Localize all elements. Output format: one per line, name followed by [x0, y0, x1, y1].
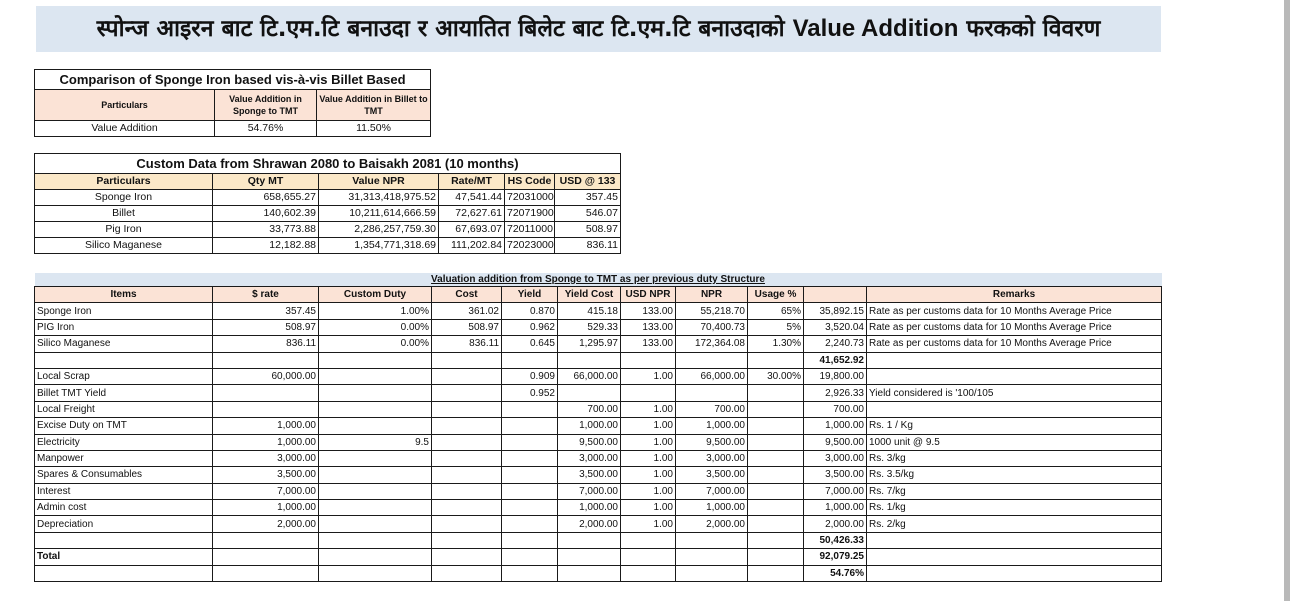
- table-row: [35, 190, 621, 206]
- cell: [502, 516, 558, 532]
- custom-data-table: [34, 153, 621, 254]
- cell: [502, 450, 558, 466]
- cell: 357.45: [213, 303, 319, 319]
- cell: [319, 385, 432, 401]
- col-header: NPR: [676, 287, 748, 303]
- title-english: Value Addition: [792, 15, 959, 42]
- cell: 72,627.61: [439, 206, 505, 222]
- cell: 111,202.84: [439, 238, 505, 254]
- col-header: Yield: [502, 287, 558, 303]
- col-header: HS Code: [505, 174, 555, 190]
- cell: 140,602.39: [213, 206, 319, 222]
- cell: Rs. 7/kg: [867, 483, 1162, 499]
- cell: [432, 549, 502, 565]
- cell: [867, 532, 1162, 548]
- cell: Rs. 3/kg: [867, 450, 1162, 466]
- cell: [502, 565, 558, 581]
- cell: [502, 532, 558, 548]
- cell: 72071900: [505, 206, 555, 222]
- cell: Admin cost: [35, 500, 213, 516]
- cell: Sponge Iron: [35, 190, 213, 206]
- table-row: [35, 401, 1162, 417]
- cell: [319, 368, 432, 384]
- cell: 72023000: [505, 238, 555, 254]
- cell: 54.76%: [215, 121, 317, 137]
- cell: [558, 352, 621, 368]
- cell: 700.00: [676, 401, 748, 417]
- cell: 2,000.00: [804, 516, 867, 532]
- cell: 30.00%: [748, 368, 804, 384]
- cell: Rate as per customs data for 10 Months Average Price: [867, 303, 1162, 319]
- table-row: [35, 565, 1162, 581]
- custom-body: [35, 190, 621, 254]
- table-row: [35, 368, 1162, 384]
- cell: [319, 500, 432, 516]
- cell: 47,541.44: [439, 190, 505, 206]
- cell: [502, 549, 558, 565]
- col-header: Value NPR: [319, 174, 439, 190]
- col-header: Rate/MT: [439, 174, 505, 190]
- cell: 1.00: [621, 500, 676, 516]
- cell: [748, 483, 804, 499]
- cell: 546.07: [555, 206, 621, 222]
- cell: 19,800.00: [804, 368, 867, 384]
- cell: 0.962: [502, 319, 558, 335]
- col-header: [804, 287, 867, 303]
- cell: 357.45: [555, 190, 621, 206]
- cell: 5%: [748, 319, 804, 335]
- cell: 3,000.00: [676, 450, 748, 466]
- cell: Rs. 1/kg: [867, 500, 1162, 516]
- cell: 0.645: [502, 336, 558, 352]
- cell: Yield considered is '100/105: [867, 385, 1162, 401]
- cell: Rs. 2/kg: [867, 516, 1162, 532]
- cell: 172,364.08: [676, 336, 748, 352]
- cell: [432, 368, 502, 384]
- cell: Electricity: [35, 434, 213, 450]
- cell: 9,500.00: [804, 434, 867, 450]
- cell: 529.33: [558, 319, 621, 335]
- cell: [213, 385, 319, 401]
- cell: [319, 549, 432, 565]
- cell: [502, 483, 558, 499]
- cell: 2,000.00: [558, 516, 621, 532]
- comparison-title: Comparison of Sponge Iron based vis-à-vis Billet Based: [35, 70, 431, 90]
- cell: 1,000.00: [213, 434, 319, 450]
- table-row: [35, 238, 621, 254]
- cell: [432, 418, 502, 434]
- cell: 700.00: [804, 401, 867, 417]
- table-row: [35, 549, 1162, 565]
- cell: [867, 565, 1162, 581]
- cell: Rs. 1 / Kg: [867, 418, 1162, 434]
- table-row: [35, 222, 621, 238]
- cell: [213, 532, 319, 548]
- cell: 133.00: [621, 319, 676, 335]
- cell: [319, 565, 432, 581]
- cell: [748, 500, 804, 516]
- cell: [319, 516, 432, 532]
- page-title: [36, 6, 1161, 52]
- cell: Interest: [35, 483, 213, 499]
- cell: 2,000.00: [213, 516, 319, 532]
- title-nepali-suffix: फरकको विवरण: [966, 16, 1101, 42]
- cell: [867, 401, 1162, 417]
- table-row: [35, 121, 431, 137]
- cell: Silico Maganese: [35, 238, 213, 254]
- table-row: [35, 385, 1162, 401]
- cell: [676, 352, 748, 368]
- cell: [748, 385, 804, 401]
- cell: [867, 549, 1162, 565]
- cell: [502, 401, 558, 417]
- cell: [867, 352, 1162, 368]
- cell: 836.11: [432, 336, 502, 352]
- cell: [676, 549, 748, 565]
- custom-header-row: [35, 174, 621, 190]
- cell: [558, 565, 621, 581]
- cell: Manpower: [35, 450, 213, 466]
- cell: [213, 565, 319, 581]
- cell: Silico Maganese: [35, 336, 213, 352]
- cell: [748, 434, 804, 450]
- cell: 9,500.00: [676, 434, 748, 450]
- cell: [748, 516, 804, 532]
- cell: 508.97: [213, 319, 319, 335]
- cell: [676, 565, 748, 581]
- cell: 1000 unit @ 9.5: [867, 434, 1162, 450]
- cell: Rs. 3.5/kg: [867, 467, 1162, 483]
- cell: 1,295.97: [558, 336, 621, 352]
- cell: Total: [35, 549, 213, 565]
- cell: Excise Duty on TMT: [35, 418, 213, 434]
- cell: 1,000.00: [676, 500, 748, 516]
- cell: 1.00: [621, 467, 676, 483]
- cell: 3,500.00: [558, 467, 621, 483]
- cell: [748, 418, 804, 434]
- cell: Local Freight: [35, 401, 213, 417]
- cell: [35, 352, 213, 368]
- cell: [748, 532, 804, 548]
- cell: 92,079.25: [804, 549, 867, 565]
- cell: [621, 549, 676, 565]
- cell: 35,892.15: [804, 303, 867, 319]
- col-header: Value Addition in Billet to TMT: [317, 90, 431, 121]
- cell: 658,655.27: [213, 190, 319, 206]
- cell: 1,000.00: [558, 500, 621, 516]
- valuation-header-row: [35, 287, 1162, 303]
- cell: [319, 467, 432, 483]
- cell: [621, 532, 676, 548]
- cell: Billet: [35, 206, 213, 222]
- cell: [319, 401, 432, 417]
- table-row: [35, 303, 1162, 319]
- cell: Sponge Iron: [35, 303, 213, 319]
- cell: 7,000.00: [804, 483, 867, 499]
- cell: 72011000: [505, 222, 555, 238]
- table-row: [35, 467, 1162, 483]
- table-row: [35, 336, 1162, 352]
- cell: [213, 401, 319, 417]
- cell: [432, 532, 502, 548]
- col-header: Particulars: [35, 174, 213, 190]
- cell: 3,500.00: [213, 467, 319, 483]
- cell: [676, 532, 748, 548]
- cell: 33,773.88: [213, 222, 319, 238]
- cell: Depreciation: [35, 516, 213, 532]
- cell: [748, 401, 804, 417]
- col-header: Remarks: [867, 287, 1162, 303]
- cell: [621, 565, 676, 581]
- cell: 3,520.04: [804, 319, 867, 335]
- cell: 133.00: [621, 336, 676, 352]
- cell: 67,693.07: [439, 222, 505, 238]
- cell: 50,426.33: [804, 532, 867, 548]
- cell: 65%: [748, 303, 804, 319]
- cell: [319, 352, 432, 368]
- cell: 54.76%: [804, 565, 867, 581]
- comparison-header-row: [35, 90, 431, 121]
- cell: [319, 532, 432, 548]
- col-header: Items: [35, 287, 213, 303]
- cell: 10,211,614,666.59: [319, 206, 439, 222]
- cell: [748, 352, 804, 368]
- cell: 0.952: [502, 385, 558, 401]
- table-row: [35, 500, 1162, 516]
- cell: [432, 500, 502, 516]
- cell: 1.30%: [748, 336, 804, 352]
- cell: 72031000: [505, 190, 555, 206]
- cell: 11.50%: [317, 121, 431, 137]
- cell: 1,000.00: [213, 418, 319, 434]
- cell: Spares & Consumables: [35, 467, 213, 483]
- cell: 9.5: [319, 434, 432, 450]
- cell: [502, 418, 558, 434]
- cell: 1.00: [621, 434, 676, 450]
- cell: 1.00: [621, 368, 676, 384]
- cell: [35, 532, 213, 548]
- col-header: $ rate: [213, 287, 319, 303]
- cell: 7,000.00: [558, 483, 621, 499]
- cell: 836.11: [213, 336, 319, 352]
- comparison-table: [34, 69, 431, 137]
- col-header: Yield Cost: [558, 287, 621, 303]
- cell: 415.18: [558, 303, 621, 319]
- cell: 2,240.73: [804, 336, 867, 352]
- table-row: [35, 206, 621, 222]
- cell: 0.870: [502, 303, 558, 319]
- col-header: Particulars: [35, 90, 215, 121]
- cell: 31,313,418,975.52: [319, 190, 439, 206]
- cell: Rate as per customs data for 10 Months Average Price: [867, 336, 1162, 352]
- cell: 41,652.92: [804, 352, 867, 368]
- cell: [432, 434, 502, 450]
- cell: 60,000.00: [213, 368, 319, 384]
- cell: [432, 483, 502, 499]
- cell: Billet TMT Yield: [35, 385, 213, 401]
- cell: PIG Iron: [35, 319, 213, 335]
- cell: 3,000.00: [213, 450, 319, 466]
- table-row: [35, 418, 1162, 434]
- cell: [432, 450, 502, 466]
- cell: 1,000.00: [804, 418, 867, 434]
- cell: [502, 467, 558, 483]
- valuation-table: [34, 273, 1162, 582]
- cell: 1.00: [621, 418, 676, 434]
- cell: [621, 385, 676, 401]
- cell: [319, 450, 432, 466]
- cell: Value Addition: [35, 121, 215, 137]
- page-edge: [1284, 0, 1290, 601]
- cell: [319, 418, 432, 434]
- cell: 1.00: [621, 516, 676, 532]
- col-header: USD NPR: [621, 287, 676, 303]
- cell: [432, 352, 502, 368]
- cell: [502, 434, 558, 450]
- cell: 1.00%: [319, 303, 432, 319]
- cell: [502, 500, 558, 516]
- col-header: Cost: [432, 287, 502, 303]
- cell: 2,926.33: [804, 385, 867, 401]
- cell: [432, 516, 502, 532]
- cell: Rate as per customs data for 10 Months Average Price: [867, 319, 1162, 335]
- cell: 361.02: [432, 303, 502, 319]
- valuation-body: [35, 303, 1162, 582]
- cell: 1.00: [621, 401, 676, 417]
- table-row: [35, 516, 1162, 532]
- col-header: USD @ 133: [555, 174, 621, 190]
- cell: [213, 352, 319, 368]
- cell: [35, 565, 213, 581]
- valuation-title: Valuation addition from Sponge to TMT as per previous duty Structure: [35, 273, 1162, 287]
- cell: [432, 385, 502, 401]
- cell: [558, 532, 621, 548]
- cell: 66,000.00: [676, 368, 748, 384]
- cell: [748, 565, 804, 581]
- cell: 3,500.00: [676, 467, 748, 483]
- table-row: [35, 450, 1162, 466]
- cell: 0.00%: [319, 319, 432, 335]
- col-header: Usage %: [748, 287, 804, 303]
- cell: [748, 467, 804, 483]
- cell: Pig Iron: [35, 222, 213, 238]
- col-header: Value Addition in Sponge to TMT: [215, 90, 317, 121]
- cell: 0.00%: [319, 336, 432, 352]
- table-row: [35, 483, 1162, 499]
- cell: 1,000.00: [804, 500, 867, 516]
- title-nepali: स्पोन्ज आइरन बाट टि.एम.टि बनाउदा र आयातित बिलेट बाट टि.एम.टि बनाउदाको: [96, 16, 785, 42]
- cell: [319, 483, 432, 499]
- cell: 3,000.00: [558, 450, 621, 466]
- cell: 1,000.00: [558, 418, 621, 434]
- cell: 1,000.00: [213, 500, 319, 516]
- cell: [432, 467, 502, 483]
- cell: 700.00: [558, 401, 621, 417]
- cell: [621, 352, 676, 368]
- cell: [432, 565, 502, 581]
- cell: 1,000.00: [676, 418, 748, 434]
- cell: 1,354,771,318.69: [319, 238, 439, 254]
- cell: 55,218.70: [676, 303, 748, 319]
- cell: [558, 385, 621, 401]
- cell: [502, 352, 558, 368]
- table-row: [35, 434, 1162, 450]
- cell: 3,000.00: [804, 450, 867, 466]
- cell: [432, 401, 502, 417]
- cell: [676, 385, 748, 401]
- cell: 508.97: [432, 319, 502, 335]
- cell: 508.97: [555, 222, 621, 238]
- table-row: [35, 319, 1162, 335]
- cell: 836.11: [555, 238, 621, 254]
- cell: 7,000.00: [213, 483, 319, 499]
- cell: 2,000.00: [676, 516, 748, 532]
- table-row: [35, 532, 1162, 548]
- cell: [213, 549, 319, 565]
- custom-title: Custom Data from Shrawan 2080 to Baisakh 2081 (10 months): [35, 154, 621, 174]
- cell: 1.00: [621, 450, 676, 466]
- cell: [867, 368, 1162, 384]
- col-header: Qty MT: [213, 174, 319, 190]
- cell: [748, 549, 804, 565]
- col-header: Custom Duty: [319, 287, 432, 303]
- cell: [558, 549, 621, 565]
- cell: 133.00: [621, 303, 676, 319]
- cell: Local Scrap: [35, 368, 213, 384]
- cell: 2,286,257,759.30: [319, 222, 439, 238]
- cell: 12,182.88: [213, 238, 319, 254]
- table-row: [35, 352, 1162, 368]
- cell: 0.909: [502, 368, 558, 384]
- cell: 3,500.00: [804, 467, 867, 483]
- cell: 7,000.00: [676, 483, 748, 499]
- cell: 66,000.00: [558, 368, 621, 384]
- cell: 9,500.00: [558, 434, 621, 450]
- cell: 70,400.73: [676, 319, 748, 335]
- cell: [748, 450, 804, 466]
- cell: 1.00: [621, 483, 676, 499]
